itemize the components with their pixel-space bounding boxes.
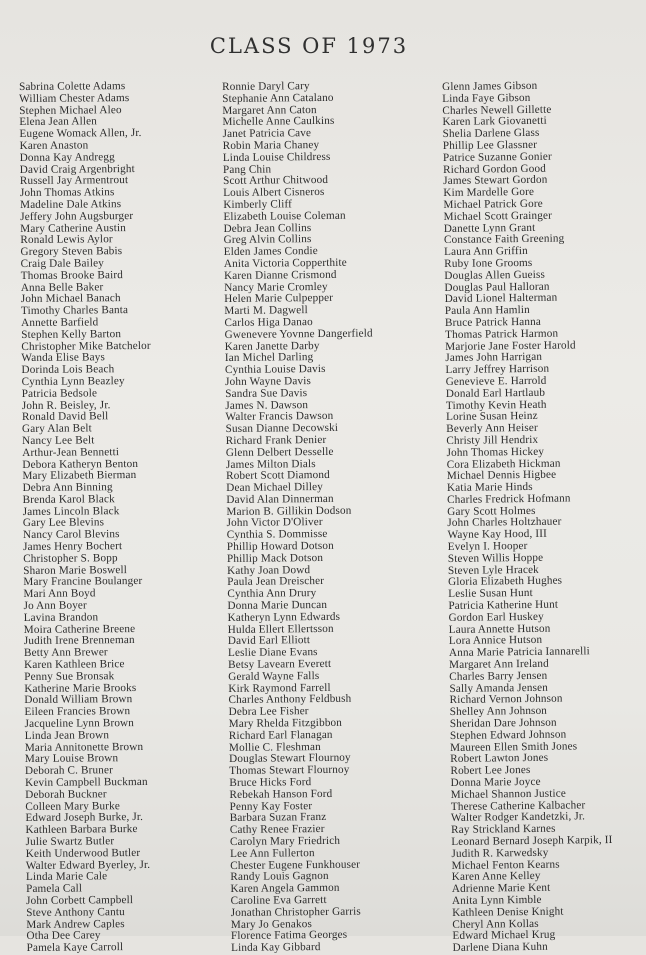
student-name: Linda Jean Brown	[24, 729, 110, 742]
student-name: Cathy Renee Frazier	[229, 823, 325, 837]
student-name: Greg Alvin Collins	[223, 233, 312, 247]
student-name: Eileen Francies Brown	[24, 705, 131, 719]
student-name: William Chester Adams	[19, 91, 130, 105]
student-name: James Henry Bochert	[23, 540, 123, 554]
student-name: Richard Vernon Johnson	[449, 693, 563, 707]
student-name: Richard Gordon Good	[442, 162, 547, 176]
student-name: Edward Joseph Burke, Jr.	[25, 811, 144, 825]
student-name: Mollie C. Fleshman	[228, 740, 321, 754]
student-name: Debra Jean Collins	[223, 221, 312, 235]
student-name: Lavina Brandon	[23, 611, 99, 624]
student-name: Sharon Marie Boswell	[23, 563, 127, 577]
student-name: Betty Ann Brewer	[23, 646, 108, 660]
student-name: Thomas Patrick Harmon	[445, 327, 559, 341]
student-name: Ray Strickland Karnes	[451, 822, 556, 837]
student-name: Michael Patrick Gore	[443, 197, 543, 211]
student-name: Hulda Ellert Ellertsson	[227, 622, 334, 636]
student-name: Paula Ann Hamlin	[444, 304, 530, 318]
student-name: Margaret Ann Ireland	[449, 657, 549, 672]
student-name: Mary Catherine Austin	[20, 221, 127, 235]
student-name: Gerald Wayne Falls	[228, 669, 320, 683]
student-name: James N. Dawson	[225, 398, 309, 412]
page-title: CLASS OF 1973	[209, 34, 409, 58]
student-name: Scott Arthur Chitwood	[222, 174, 329, 188]
student-name: Lorine Susan Heinz	[446, 410, 538, 424]
student-name: Karen Kathleen Brice	[24, 658, 125, 672]
student-name: John Corbett Campbell	[26, 894, 134, 907]
student-name: Nancy Marie Cromley	[224, 280, 328, 294]
student-name: Anita Lynn Kimble	[451, 893, 542, 907]
student-name: David Earl Elliott	[227, 634, 311, 648]
student-name: Janet Patricia Cave	[222, 127, 312, 141]
student-name: Walter Francis Dawson	[225, 410, 334, 424]
student-name: Penny Sue Bronsak	[24, 670, 115, 683]
student-name: Laura Annette Hutson	[448, 622, 551, 636]
student-name: James John Harrigan	[445, 351, 543, 365]
student-name: Linda Marie Cale	[25, 870, 108, 884]
student-name: Paula Jean Dreischer	[227, 575, 325, 589]
student-name: David Alan Dinnerman	[226, 492, 334, 506]
student-name: Mary Jo Genakos	[230, 917, 313, 931]
student-name: Karen Anaston	[19, 139, 89, 152]
student-name: Michael Fenton Kearns	[451, 858, 560, 872]
student-name: Dorinda Lois Beach	[21, 363, 115, 377]
student-name: Richard Frank Denier	[225, 433, 327, 447]
student-name: Carlos Higa Danao	[224, 315, 313, 329]
student-name: Adrienne Marie Kent	[451, 881, 551, 896]
student-name: Kathleen Denise Knight	[452, 905, 564, 919]
student-name: Michael Shannon Justice	[450, 787, 567, 801]
student-name: Kimberly Cliff	[223, 198, 293, 211]
student-name: Margaret Ann Caton	[222, 103, 317, 117]
name-column-1	[19, 81, 156, 955]
student-name: Gloria Elizabeth Hughes	[448, 575, 563, 589]
student-name: Marjorie Jane Foster Harold	[445, 338, 576, 353]
student-name: Anita Victoria Copperthite	[223, 256, 347, 270]
student-name: Steven Willis Hoppe	[447, 551, 544, 565]
student-name: Ian Michel Darling	[224, 351, 314, 365]
student-name: Karen Anne Kelley	[451, 870, 541, 884]
student-name: Jonathan Christopher Garris	[230, 905, 361, 919]
student-name: Caroline Eva Garrett	[230, 893, 327, 907]
student-name: Lora Annice Hutson	[448, 634, 543, 648]
student-name: Edward Michael Krug	[452, 929, 556, 943]
student-name: Therese Catherine Kalbacher	[450, 798, 586, 813]
student-name: Sandra Sue Davis	[225, 386, 308, 400]
student-name: Glenn James Gibson	[441, 79, 538, 93]
student-name: Beverly Ann Heiser	[446, 421, 538, 436]
student-name: Barbara Suzan Franz	[229, 811, 327, 825]
student-name: Darlene Diana Kuhn	[452, 940, 548, 955]
student-name: Cynthia Louise Davis	[224, 363, 326, 377]
student-name: Patrice Suzanne Gonier	[442, 150, 552, 164]
student-name: Charles Fredrick Hofmann	[447, 492, 571, 506]
student-name: Karen Dianne Crismond	[223, 268, 337, 282]
student-name: Cheryl Ann Kollas	[452, 917, 539, 931]
student-name: Ronald David Bell	[21, 410, 109, 424]
student-name: Phillip Lee Glassner	[442, 138, 538, 152]
student-name: Mari Ann Boyd	[23, 587, 96, 601]
student-name: Thomas Stewart Flournoy	[229, 763, 350, 778]
student-name: Michelle Anne Caulkins	[222, 115, 335, 129]
student-name: Gary Lee Blevins	[22, 516, 105, 530]
student-name: Mary Rhelda Fitzgibbon	[228, 716, 343, 730]
student-name: Craig Dale Bailey	[20, 257, 104, 270]
name-column-3	[442, 80, 614, 955]
student-name: Leonard Bernard Joseph Karpik, II	[451, 833, 613, 848]
student-name: Mark Andrew Caples	[26, 917, 125, 931]
student-name: Kirk Raymond Farrell	[228, 681, 331, 695]
student-name: Keith Underwood Butler	[25, 846, 141, 860]
student-name: Genevieve E. Harrold	[445, 374, 547, 388]
student-name: Ronnie Daryl Cary	[221, 80, 310, 93]
student-name: Pamela Kaye Carroll	[26, 941, 124, 955]
student-name: Florence Fatima Georges	[230, 929, 348, 943]
student-name: Donna Kay Andregg	[19, 150, 115, 164]
student-name: Anna Marie Patricia Iannarelli	[448, 645, 590, 660]
student-name: Colleen Mary Burke	[25, 799, 121, 813]
student-name: James Lincoln Black	[22, 504, 120, 518]
student-name: Penny Kay Foster	[229, 799, 313, 813]
student-name: John Thomas Hickey	[446, 445, 545, 459]
student-name: Cora Elizabeth Hickman	[446, 457, 561, 471]
student-name: Robin Maria Chaney	[222, 138, 320, 152]
student-name: Jeffery John Augsburger	[20, 209, 134, 223]
student-name: Walter Edward Byerley, Jr.	[25, 858, 151, 872]
student-name: Charles Anthony Feldbush	[228, 693, 352, 707]
student-name: David Craig Argenbright	[19, 162, 135, 176]
student-name: Jacqueline Lynn Brown	[24, 717, 135, 731]
student-name: Wanda Elise Bays	[21, 351, 105, 365]
student-name: Jo Ann Boyer	[23, 599, 87, 613]
student-name: Richard Earl Flanagan	[228, 728, 333, 742]
student-name: James Stewart Gordon	[443, 174, 548, 188]
student-name: Gary Alan Belt	[21, 422, 92, 436]
student-name: Madeline Dale Atkins	[20, 198, 122, 211]
student-name: Karen Angela Gammon	[230, 882, 340, 896]
student-name: Elizabeth Louise Coleman	[223, 209, 346, 223]
student-name: Kathleen Barbara Burke	[25, 823, 138, 837]
student-name: Linda Faye Gibson	[442, 91, 531, 105]
student-name: Debra Lee Fisher	[228, 705, 309, 719]
student-name: Douglas Paul Halloran	[444, 280, 550, 294]
student-name: John Michael Banach	[20, 292, 121, 306]
student-name: Russell Jay Armentrout	[19, 174, 129, 188]
student-name: Anna Belle Baker	[20, 280, 104, 294]
student-name: Sheridan Dare Johnson	[449, 716, 557, 730]
student-name: John R. Beisley, Jr.	[21, 398, 111, 412]
student-name: Christy Jill Hendrix	[446, 433, 539, 447]
student-name: Bruce Patrick Hanna	[444, 315, 542, 329]
student-name: Cynthia S. Dommisse	[226, 528, 328, 542]
student-name: Robert Lawton Jones	[450, 752, 549, 766]
student-name: Marti M. Dagwell	[224, 304, 308, 318]
student-name: Steve Anthony Cantu	[26, 905, 125, 919]
student-name: Glenn Delbert Desselle	[225, 445, 334, 459]
student-name: Elena Jean Allen	[19, 115, 97, 129]
student-name: Cynthia Lynn Beazley	[21, 375, 125, 388]
student-name: Judith Irene Brenneman	[23, 634, 135, 648]
student-name: Gregory Steven Babis	[20, 245, 123, 259]
student-name: Karen Janette Darby	[224, 339, 320, 353]
student-name: Phillip Mack Dotson	[226, 551, 324, 565]
student-name: Donna Marie Duncan	[227, 598, 328, 613]
student-name: Katia Marie Hinds	[446, 481, 533, 495]
student-name: Sabrina Colette Adams	[18, 80, 126, 93]
student-name: Wayne Kay Hood, III	[447, 528, 548, 542]
student-name: Mary Elizabeth Bierman	[22, 469, 137, 483]
student-name: Phillip Howard Dotson	[226, 539, 334, 554]
student-name: Douglas Allen Gueiss	[444, 268, 546, 282]
student-name: Douglas Stewart Flournoy	[229, 752, 351, 766]
student-name: Christopher Mike Batchelor	[21, 339, 151, 353]
student-name: Patricia Katherine Hunt	[448, 598, 559, 613]
student-name: Betsy Lavearn Everett	[228, 657, 332, 672]
student-name: Robert Scott Diamond	[226, 469, 330, 483]
student-name: John Victor D'Oliver	[226, 516, 323, 530]
student-name: Danette Lynn Grant	[443, 221, 536, 235]
student-name: Leslie Diane Evans	[227, 646, 318, 660]
student-name: Carolyn Mary Friedrich	[229, 834, 341, 848]
student-name: Gary Scott Holmes	[447, 504, 536, 518]
student-name: Donna Marie Joyce	[450, 775, 541, 789]
student-name: James Milton Dials	[225, 457, 316, 471]
student-name: Pang Chin	[222, 163, 272, 176]
student-name: Timothy Charles Banta	[20, 304, 129, 318]
student-name: John Charles Holtzhauer	[447, 516, 562, 530]
student-name: Chester Eugene Funkhouser	[230, 858, 361, 872]
student-name: Kim Mardelle Gore	[443, 186, 535, 200]
student-name: Donald Earl Hartlaub	[445, 386, 546, 400]
student-name: Brenda Karol Black	[22, 493, 115, 506]
student-name: Christopher S. Bopp	[23, 552, 118, 565]
student-name: Charles Newell Gillette	[442, 103, 552, 117]
student-name: Constance Faith Greening	[443, 232, 565, 247]
student-name: Louis Albert Cisneros	[223, 186, 325, 200]
student-name: Stephen Michael Aleo	[19, 103, 122, 117]
student-name: Cynthia Ann Drury	[227, 587, 317, 601]
student-name: Pamela Call	[25, 882, 83, 896]
student-name: Nancy Lee Belt	[22, 434, 95, 447]
student-name: Robert Lee Jones	[450, 764, 531, 778]
student-name: Timothy Kevin Heath	[445, 398, 547, 412]
student-name: Susan Dianne Decowski	[225, 421, 339, 436]
student-name: Shelley Ann Johnson	[449, 704, 548, 719]
student-name: Mary Francine Boulanger	[23, 575, 143, 589]
student-name: John Wayne Davis	[225, 375, 312, 388]
student-name: Nancy Carol Blevins	[22, 528, 120, 542]
student-name: Charles Barry Jensen	[449, 669, 548, 683]
student-name: Debora Katheryn Benton	[22, 457, 139, 471]
student-name: Helen Marie Culpepper	[224, 292, 334, 306]
student-name: Michael Scott Grainger	[443, 209, 553, 223]
student-name: Kathy Joan Dowd	[227, 563, 311, 577]
student-name: David Lionel Halterman	[444, 291, 558, 306]
student-name: Rebekah Hanson Ford	[229, 787, 333, 801]
student-name: Katheryn Lynn Edwards	[227, 610, 341, 624]
student-name: Leslie Susan Hunt	[448, 587, 533, 601]
student-name: Bruce Hicks Ford	[229, 776, 312, 789]
student-name: Karen Lark Giovanetti	[442, 115, 547, 129]
student-name: Kevin Campbell Buckman	[25, 775, 148, 789]
student-name: Maria Annitonette Brown	[24, 740, 144, 754]
student-name: Deborah Buckner	[25, 788, 107, 801]
student-name: Walter Rodger Kandetzki, Jr.	[450, 810, 586, 825]
student-name: Katherine Marie Brooks	[24, 681, 137, 695]
student-name: Julie Swartz Butler	[25, 835, 115, 848]
student-name: Debra Ann Binning	[22, 481, 113, 495]
student-name: Patricia Bedsole	[21, 387, 98, 400]
name-column-2	[222, 80, 379, 954]
student-name: Laura Ann Griffin	[444, 245, 528, 259]
student-name: Steven Lyle Hracek	[447, 563, 539, 577]
student-name: Elden James Condie	[223, 245, 318, 259]
student-name: Deborah C. Bruner	[24, 764, 114, 778]
student-name: Maureen Ellen Smith Jones	[450, 740, 578, 754]
student-name: Stephen Kelly Barton	[21, 327, 122, 341]
student-name: Eugene Womack Allen, Jr.	[19, 127, 142, 141]
student-name: Moira Catherine Breene	[23, 622, 136, 636]
student-name: Stephanie Ann Catalano	[222, 91, 334, 105]
student-name: Sally Amanda Jensen	[449, 681, 549, 695]
student-name: Linda Kay Gibbard	[231, 941, 321, 955]
student-name: Larry Jeffrey Harrison	[445, 362, 550, 377]
student-name: Gordon Earl Huskey	[448, 610, 544, 624]
student-name: Donald William Brown	[24, 693, 133, 707]
student-name: Dean Michael Dilley	[226, 481, 323, 495]
student-name: Thomas Brooke Baird	[20, 268, 124, 282]
student-name: Stephen Edward Johnson	[449, 728, 567, 742]
student-name: Ronald Lewis Aylor	[20, 233, 113, 247]
student-name: Gwenevere Yovnne Dangerfield	[224, 327, 373, 341]
student-name: Shelia Darlene Glass	[442, 127, 540, 141]
student-name: Judith R. Karwedsky	[451, 846, 549, 860]
student-name: Annette Barfield	[21, 316, 99, 329]
student-name: Linda Louise Childress	[222, 150, 331, 164]
student-name: Evelyn I. Hooper	[447, 540, 528, 554]
student-name: Michael Dennis Higbee	[446, 468, 557, 483]
student-name: Marion B. Gillikin Dodson	[226, 504, 352, 518]
student-name: John Thomas Atkins	[19, 186, 115, 200]
student-name: Randy Louis Gagnon	[230, 870, 329, 884]
student-name: Lee Ann Fullerton	[230, 846, 315, 860]
student-name: Ruby Ione Grooms	[444, 256, 533, 270]
student-name: Mary Louise Brown	[24, 752, 119, 766]
student-name: Otha Dee Carey	[26, 929, 101, 943]
student-name: Arthur-Jean Bennetti	[22, 445, 120, 459]
